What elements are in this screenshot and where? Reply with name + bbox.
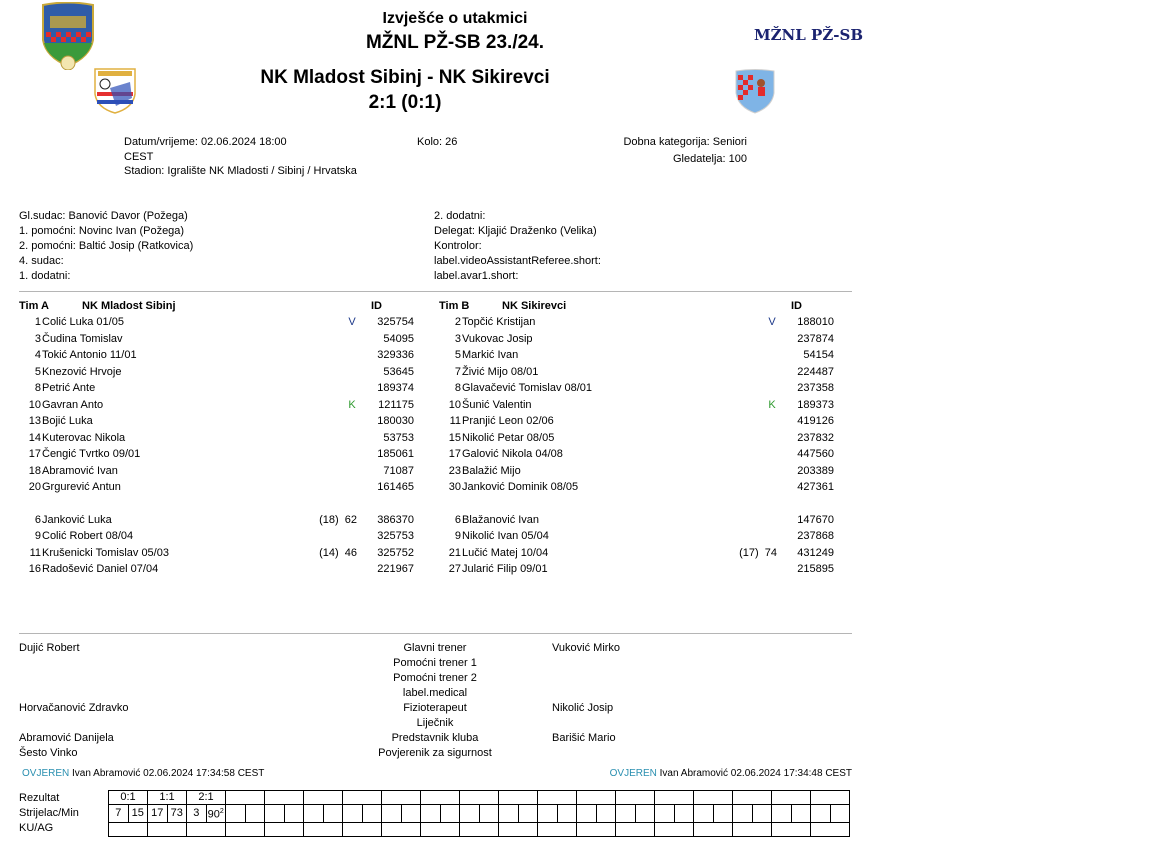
result-table (108, 790, 850, 837)
player-name: Kuterovac Nikola (42, 431, 126, 444)
goal-minute-cell (284, 805, 304, 823)
team-header (19, 298, 419, 315)
player-number: 11 (29, 546, 41, 559)
player-name: Janković Dominik 08/05 (462, 481, 579, 493)
substitution-info: (17) 74 (739, 546, 777, 559)
away-verified-status: OVJEREN (609, 768, 657, 779)
scorer-number-cell (421, 805, 441, 823)
result-cell (460, 791, 499, 805)
player-id: 237868 (797, 530, 834, 542)
staff-role: Glavni trener (403, 642, 467, 654)
result-cell (811, 791, 850, 805)
ku-ag-label: KU/AG (19, 822, 54, 834)
player-row (19, 380, 419, 397)
home-staff-name: Horvačanović Zdravko (19, 702, 129, 714)
scorer-number-cell: 7 (109, 805, 129, 823)
player-row (19, 463, 419, 480)
player-name: Čudina Tomislav (42, 332, 123, 345)
player-id: 329336 (377, 349, 414, 361)
player-number: 11 (449, 415, 461, 427)
player-number: 5 (454, 349, 461, 361)
player-id: 431249 (797, 546, 834, 559)
goal-minute-cell (830, 805, 850, 823)
ku-ag-cell (577, 822, 616, 836)
player-number: 5 (34, 365, 41, 378)
result-cell (304, 791, 343, 805)
player-id: 53645 (383, 365, 414, 378)
player-number: 21 (448, 546, 461, 559)
away-club-crest-logo (735, 69, 775, 114)
player-row (19, 347, 419, 364)
player-number: 17 (28, 448, 41, 460)
player-number: 2 (454, 316, 461, 328)
goal-minute-cell (323, 805, 343, 823)
official-line: Delegat: Kljajić Draženko (Velika) (434, 225, 597, 237)
captain-marker: K (348, 398, 356, 411)
staff-role: Liječnik (416, 717, 454, 729)
player-id: 189374 (377, 382, 414, 394)
scorer-number-cell (226, 805, 246, 823)
official-line: 2. dodatni: (434, 210, 486, 222)
match-stadium: Stadion: Igralište NK Mladosti / Sibinj / Hrvatska (124, 165, 357, 177)
player-row (439, 545, 839, 562)
substitution-info: (14) 46 (319, 546, 357, 559)
player-name: Bojić Luka (42, 415, 93, 427)
player-name: Colić Luka 01/05 (42, 316, 124, 328)
player-number: 18 (28, 464, 41, 477)
result-cell (265, 791, 304, 805)
scorer-row (109, 805, 850, 823)
official-line: label.avar1.short: (434, 270, 519, 282)
official-line: Kontrolor: (434, 240, 482, 252)
player-id: 221967 (377, 563, 414, 575)
player-name: Vukovac Josip (462, 332, 533, 345)
player-number: 13 (28, 415, 41, 427)
away-staff-name: Vuković Mirko (552, 642, 621, 654)
home-staff-name: Abramović Danijela (19, 732, 114, 744)
player-number: 10 (448, 398, 461, 411)
result-cell (421, 791, 460, 805)
goal-minute-cell (245, 805, 265, 823)
player-row (439, 512, 839, 529)
result-cell (382, 791, 421, 805)
player-name: Grgurević Antun (42, 481, 121, 493)
player-row (439, 347, 839, 364)
player-id: 54154 (803, 349, 834, 361)
player-name: Abramović Ivan (42, 464, 118, 477)
officials-left (19, 209, 193, 284)
officials-right (434, 209, 601, 284)
player-id: 237832 (797, 431, 834, 444)
player-name: Petrić Ante (42, 382, 96, 394)
home-club-crest-logo (94, 68, 136, 114)
official-line: 2. pomoćni: Baltić Josip (Ratkovica) (19, 240, 194, 252)
goal-minute-cell (674, 805, 694, 823)
player-row (439, 561, 839, 578)
player-row (439, 430, 839, 447)
player-number: 3 (454, 332, 461, 345)
staff-role: label.medical (402, 687, 468, 699)
player-row (19, 364, 419, 381)
divider-top (19, 291, 852, 292)
match-teams: NK Mladost Sibinj - NK Sikirevci (260, 67, 550, 88)
player-row (19, 479, 419, 496)
player-row (439, 380, 839, 397)
player-name: Glavačević Tomislav 08/01 (462, 382, 593, 394)
player-name: Janković Luka (42, 513, 112, 526)
player-id: 427361 (797, 481, 834, 493)
player-number: 17 (448, 448, 461, 460)
player-row (439, 364, 839, 381)
match-datetime: Datum/vrijeme: 02.06.2024 18:00 (124, 136, 287, 148)
team-name: NK Sikirevci (502, 300, 567, 312)
match-timezone: CEST (124, 151, 154, 163)
ku-ag-cell (343, 822, 382, 836)
ku-ag-cell (148, 822, 187, 836)
player-row (19, 413, 419, 430)
goal-minute-cell: 73 (167, 805, 187, 823)
player-number: 30 (448, 481, 461, 493)
player-number: 23 (448, 464, 461, 477)
player-id: 147670 (797, 513, 834, 526)
player-row (19, 561, 419, 578)
player-row (439, 528, 839, 545)
ku-ag-cell (694, 822, 733, 836)
scorer-number-cell: 17 (148, 805, 168, 823)
player-row (19, 314, 419, 331)
player-number: 8 (34, 382, 41, 394)
scorer-number-cell (772, 805, 792, 823)
ku-ag-cell (538, 822, 577, 836)
player-id: 224487 (797, 365, 834, 378)
player-row (19, 397, 419, 414)
result-cell (694, 791, 733, 805)
scorer-number-cell (811, 805, 831, 823)
goal-minute-cell (752, 805, 772, 823)
result-cell (577, 791, 616, 805)
league-crest-logo (40, 2, 96, 70)
player-name: Jularić Filip 09/01 (462, 563, 548, 575)
player-number: 10 (28, 398, 41, 411)
player-id: 325752 (377, 546, 414, 559)
result-cell: 0:1 (109, 791, 148, 805)
scorer-number-cell: 3 (187, 805, 207, 823)
player-number: 1 (34, 316, 41, 328)
player-name: Pranjić Leon 02/06 (462, 415, 554, 427)
result-row (109, 791, 850, 805)
goal-minute-cell (401, 805, 421, 823)
result-row-labels (19, 791, 79, 836)
scorer-number-cell (304, 805, 324, 823)
ku-ag-cell (421, 822, 460, 836)
player-number: 14 (28, 431, 41, 444)
captain-marker: K (768, 398, 776, 411)
player-name: Tokić Antonio 11/01 (42, 349, 137, 361)
ku-ag-cell (811, 822, 850, 836)
id-header: ID (791, 300, 802, 312)
goal-minute-cell: 15 (128, 805, 148, 823)
goal-minute-cell: $90^2$ (206, 805, 226, 823)
player-number: 27 (448, 563, 461, 575)
team-label: Tim B (439, 300, 470, 312)
player-name: Lučić Matej 10/04 (462, 546, 549, 559)
ku-ag-cell (616, 822, 655, 836)
player-row (19, 331, 419, 348)
ku-ag-cell (382, 822, 421, 836)
official-line: 1. pomoćni: Novinc Ivan (Požega) (19, 225, 185, 237)
result-cell: 1:1 (148, 791, 187, 805)
team-header (439, 298, 839, 315)
player-id: 53753 (383, 431, 414, 444)
result-cell (499, 791, 538, 805)
player-name: Krušenicki Tomislav 05/03 (42, 546, 169, 559)
player-name: Nikolić Petar 08/05 (462, 431, 555, 444)
player-name: Nikolić Ivan 05/04 (462, 530, 549, 542)
away-verification (610, 768, 852, 779)
goal-minute-cell (518, 805, 538, 823)
player-row (439, 331, 839, 348)
official-line: Gl.sudac: Banović Davor (Požega) (19, 210, 188, 222)
player-id: 325753 (377, 530, 414, 542)
home-staff-name: Dujić Robert (19, 642, 80, 654)
player-name: Čengić Tvrtko 09/01 (42, 448, 141, 460)
official-line: 4. sudac: (19, 255, 64, 267)
staff-role: Fizioterapeut (403, 702, 467, 714)
team-name: NK Mladost Sibinj (82, 300, 176, 312)
result-cell: 2:1 (187, 791, 226, 805)
player-number: 8 (454, 382, 461, 394)
team-label: Tim A (19, 300, 49, 312)
player-number: 9 (34, 530, 41, 542)
result-cell (655, 791, 694, 805)
player-name: Colić Robert 08/04 (42, 530, 134, 542)
player-row (439, 446, 839, 463)
ku-ag-row (109, 822, 850, 836)
goalkeeper-marker: V (768, 316, 776, 328)
player-id: 237358 (797, 382, 834, 394)
player-id: 180030 (377, 415, 414, 427)
goal-minute-cell (362, 805, 382, 823)
player-row (19, 430, 419, 447)
ku-ag-cell (499, 822, 538, 836)
player-name: Balažić Mijo (462, 464, 521, 477)
player-name: Markić Ivan (462, 349, 519, 361)
scorer-number-cell (616, 805, 636, 823)
player-row (19, 545, 419, 562)
scorer-number-cell (577, 805, 597, 823)
result-cell (616, 791, 655, 805)
player-id: 188010 (797, 316, 834, 328)
goal-minute-cell (596, 805, 616, 823)
staff-role: Povjerenik za sigurnost (378, 747, 492, 759)
ku-ag-cell (187, 822, 226, 836)
ku-ag-cell (733, 822, 772, 836)
player-name: Blažanović Ivan (462, 513, 540, 526)
player-id: 161465 (377, 481, 414, 493)
home-verified-status: OVJEREN (22, 768, 70, 779)
player-row (439, 413, 839, 430)
player-number: 6 (454, 513, 461, 526)
staff-role: Pomoćni trener 2 (393, 672, 477, 684)
player-number: 15 (448, 431, 461, 444)
player-number: 6 (34, 513, 41, 526)
player-number: 4 (34, 349, 41, 361)
home-staff-name: Šesto Vinko (19, 747, 78, 759)
divider-staff (19, 633, 852, 634)
substitution-info: (18) 62 (319, 513, 357, 526)
scorer-number-cell (460, 805, 480, 823)
player-name: Živić Mijo 08/01 (462, 365, 539, 378)
report-title: Izvješće o utakmici (382, 10, 528, 27)
ku-ag-cell (460, 822, 499, 836)
league-brand: MŽNL PŽ-SB (754, 26, 863, 44)
scorer-number-cell (382, 805, 402, 823)
scorer-number-cell (655, 805, 675, 823)
ku-ag-cell (109, 822, 148, 836)
result-cell (226, 791, 265, 805)
player-id: 71087 (383, 464, 414, 477)
away-verified-text: Ivan Abramović 02.06.2024 17:34:48 CEST (659, 768, 852, 779)
player-row (19, 528, 419, 545)
ku-ag-cell (226, 822, 265, 836)
goal-minute-cell (713, 805, 733, 823)
player-row (19, 446, 419, 463)
player-name: Galović Nikola 04/08 (462, 448, 563, 460)
official-line: label.videoAssistantReferee.short: (434, 255, 601, 267)
age-category: Dobna kategorija: Seniori (623, 136, 747, 148)
scorer-number-cell (343, 805, 363, 823)
player-id: 386370 (377, 513, 414, 526)
result-cell (772, 791, 811, 805)
player-id: 203389 (797, 464, 834, 477)
away-staff-name: Nikolić Josip (552, 702, 614, 714)
player-id: 54095 (383, 332, 414, 345)
player-id: 215895 (797, 563, 834, 575)
player-id: 419126 (797, 415, 834, 427)
player-name: Šunić Valentin (462, 398, 532, 411)
home-verification (22, 768, 264, 779)
official-line: 1. dodatni: (19, 270, 71, 282)
player-id: 237874 (797, 332, 834, 345)
player-id: 121175 (378, 398, 414, 411)
player-number: 9 (454, 530, 461, 542)
scorer-number-cell (538, 805, 558, 823)
goalkeeper-marker: V (348, 316, 356, 328)
id-header: ID (371, 300, 382, 312)
competition-title: MŽNL PŽ-SB 23./24. (365, 32, 545, 53)
staff-role: Predstavnik kluba (391, 732, 479, 744)
goal-minute-cell (557, 805, 577, 823)
player-name: Gavran Anto (42, 398, 104, 411)
added-time: 2 (219, 808, 224, 815)
scorer-number-cell (733, 805, 753, 823)
staff-role: Pomoćni trener 1 (393, 657, 477, 669)
result-label: Rezultat (19, 792, 60, 804)
player-number: 7 (454, 365, 461, 378)
player-row (19, 512, 419, 529)
result-cell (538, 791, 577, 805)
player-number: 3 (34, 332, 41, 345)
spectators: Gledatelja: 100 (673, 153, 747, 165)
match-score: 2:1 (0:1) (368, 92, 442, 113)
goal-minute-cell (635, 805, 655, 823)
goal-minute-cell (440, 805, 460, 823)
goal-minute-cell (791, 805, 811, 823)
away-staff-name: Barišić Mario (552, 732, 616, 744)
player-id: 189373 (797, 398, 834, 411)
player-row (439, 314, 839, 331)
player-id: 325754 (377, 316, 414, 328)
player-row (439, 463, 839, 480)
ku-ag-cell (655, 822, 694, 836)
ku-ag-cell (265, 822, 304, 836)
scorer-label: Strijelac/Min (19, 807, 79, 819)
result-cell (343, 791, 382, 805)
player-number: 16 (28, 563, 41, 575)
scorer-number-cell (499, 805, 519, 823)
player-name: Radošević Daniel 07/04 (42, 563, 159, 575)
player-row (439, 397, 839, 414)
player-id: 185061 (377, 448, 414, 460)
scorer-number-cell (265, 805, 285, 823)
ku-ag-cell (304, 822, 343, 836)
ku-ag-cell (772, 822, 811, 836)
player-number: 20 (28, 481, 41, 493)
match-round: Kolo: 26 (417, 136, 458, 148)
player-id: 447560 (797, 448, 834, 460)
home-verified-text: Ivan Abramović 02.06.2024 17:34:58 CEST (72, 768, 265, 779)
player-name: Topčić Kristijan (462, 316, 536, 328)
player-row (439, 479, 839, 496)
goal-minute-cell (479, 805, 499, 823)
result-cell (733, 791, 772, 805)
scorer-number-cell (694, 805, 714, 823)
player-name: Knezović Hrvoje (42, 365, 122, 378)
